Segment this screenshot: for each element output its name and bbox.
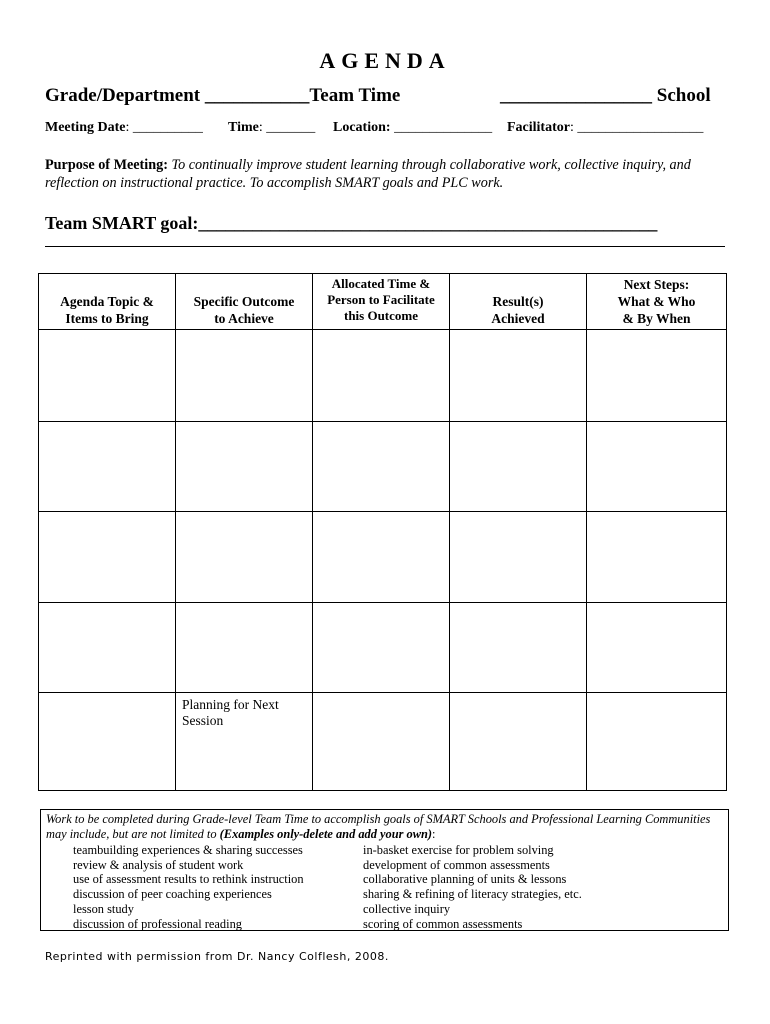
table-cell[interactable] — [313, 422, 450, 512]
school-label: ________________ School — [500, 85, 711, 106]
cell-text — [450, 512, 586, 520]
header-specific-outcome-text: Specific Outcome to Achieve — [193, 294, 295, 326]
cell-text — [587, 330, 726, 338]
page-title: AGENDA — [319, 48, 451, 73]
cell-text — [39, 693, 175, 701]
table-cell[interactable] — [176, 330, 313, 422]
table-cell[interactable] — [39, 693, 176, 791]
purpose-of-meeting — [45, 156, 735, 192]
cell-text — [587, 512, 726, 520]
cell-text — [587, 603, 726, 611]
cell-text — [313, 603, 449, 611]
table-cell[interactable] — [450, 603, 587, 693]
list-item: use of assessment results to rethink instruction — [73, 872, 304, 886]
notes-intro — [46, 812, 723, 842]
facilitator-label: Facilitator — [507, 120, 570, 135]
location-field — [333, 120, 492, 136]
cell-text — [39, 603, 175, 611]
purpose-label: Purpose of Meeting: — [45, 157, 168, 173]
list-item: lesson study — [73, 902, 134, 916]
cell-text — [587, 422, 726, 430]
meeting-date-label: Meeting Date — [45, 120, 126, 135]
list-item: collaborative planning of units & lessons — [363, 872, 567, 886]
list-item: development of common assessments — [363, 858, 550, 872]
list-item: review & analysis of student work — [73, 858, 244, 872]
list-item: sharing & refining of literacy strategies, etc. — [363, 887, 582, 901]
table-cell[interactable] — [176, 603, 313, 693]
table-cell[interactable] — [450, 330, 587, 422]
header-next-steps-text: Next Steps: What & Who & By When — [617, 277, 696, 326]
cell-text — [176, 330, 312, 338]
table-cell[interactable] — [39, 422, 176, 512]
table-cell[interactable] — [313, 603, 450, 693]
facilitator-blank[interactable]: : __________________ — [569, 120, 704, 135]
smart-goal-label: Team SMART goal: — [45, 213, 199, 233]
cell-text — [450, 693, 586, 701]
cell-text — [39, 422, 175, 430]
cell-text — [176, 603, 312, 611]
table-cell[interactable] — [313, 693, 450, 791]
table-cell[interactable] — [176, 422, 313, 512]
table-cell[interactable] — [587, 330, 727, 422]
smart-goal-line — [45, 213, 657, 234]
cell-text — [450, 330, 586, 338]
cell-text — [39, 512, 175, 520]
cell-text — [450, 422, 586, 430]
header-next-steps — [587, 274, 727, 330]
cell-text — [313, 693, 449, 701]
header-agenda-topic-text: Agenda Topic & Items to Bring — [60, 294, 154, 326]
purpose-text: To continually improve student learning through collaborative work, collective inquiry, and reflection on instructional practice. To accomplish SMART goals and PLC work. — [45, 157, 691, 191]
time-field — [228, 120, 315, 136]
location-label: Location: — [333, 120, 391, 135]
table-row — [39, 693, 727, 791]
table-row — [39, 512, 727, 603]
smart-goal-second-line[interactable] — [45, 232, 725, 247]
notes-box — [40, 809, 729, 931]
footer-credit: Reprinted with permission from Dr. Nancy Colflesh, 2008. — [45, 950, 389, 963]
table-cell[interactable] — [39, 512, 176, 603]
table-row — [39, 603, 727, 693]
list-item: collective inquiry — [363, 902, 451, 916]
cell-text — [313, 330, 449, 338]
header-allocated-time — [313, 274, 450, 330]
agenda-table — [38, 273, 727, 791]
list-item: teambuilding experiences & sharing successes — [73, 843, 303, 857]
table-cell[interactable] — [313, 512, 450, 603]
table-cell[interactable] — [176, 512, 313, 603]
table-cell-planning[interactable] — [176, 693, 313, 791]
time-label: Time — [228, 120, 259, 135]
table-header-row — [39, 274, 727, 330]
cell-text — [313, 422, 449, 430]
table-cell[interactable] — [450, 512, 587, 603]
header-specific-outcome — [176, 274, 313, 330]
list-item: discussion of peer coaching experiences — [73, 887, 272, 901]
notes-intro-bold: (Examples only-delete and add your own) — [219, 826, 433, 841]
list-item: discussion of professional reading — [73, 917, 242, 931]
table-cell[interactable] — [39, 603, 176, 693]
smart-goal-blank[interactable]: ___________________________________________________ — [198, 213, 658, 233]
cell-text — [313, 512, 449, 520]
table-cell[interactable] — [587, 693, 727, 791]
table-cell[interactable] — [587, 603, 727, 693]
planning-next-session-text: Planning for Next Session — [182, 697, 279, 728]
grade-department-team-time-label: Grade/Department ___________Team Time — [45, 85, 401, 106]
list-item: in-basket exercise for problem solving — [363, 843, 554, 857]
table-cell[interactable] — [587, 422, 727, 512]
table-cell[interactable] — [587, 512, 727, 603]
table-cell[interactable] — [39, 330, 176, 422]
cell-text — [450, 603, 586, 611]
header-results-text: Result(s) Achieved — [491, 294, 545, 326]
notes-intro-end: : — [432, 826, 436, 841]
table-row — [39, 422, 727, 512]
table-cell[interactable] — [450, 422, 587, 512]
list-item: scoring of common assessments — [363, 917, 523, 931]
meeting-date-blank[interactable]: : __________ — [125, 120, 203, 135]
table-cell[interactable] — [450, 693, 587, 791]
notes-intro-text: Work to be completed during Grade-level Team Time to accomplish goals of SMART Schools and Professional Learning Communities may include, but are not limited to — [46, 812, 711, 841]
table-row — [39, 330, 727, 422]
meeting-info-line — [45, 120, 203, 136]
facilitator-field — [507, 120, 703, 136]
location-blank[interactable]: ______________ — [390, 120, 493, 135]
time-blank[interactable]: : _______ — [258, 120, 316, 135]
cell-text — [587, 693, 726, 701]
header-allocated-time-text: Allocated Time & Person to Facilitate this Outcome — [327, 276, 435, 323]
cell-text — [176, 512, 312, 520]
cell-text — [39, 330, 175, 338]
header-agenda-topic — [39, 274, 176, 330]
cell-text — [176, 422, 312, 430]
header-results — [450, 274, 587, 330]
table-cell[interactable] — [313, 330, 450, 422]
